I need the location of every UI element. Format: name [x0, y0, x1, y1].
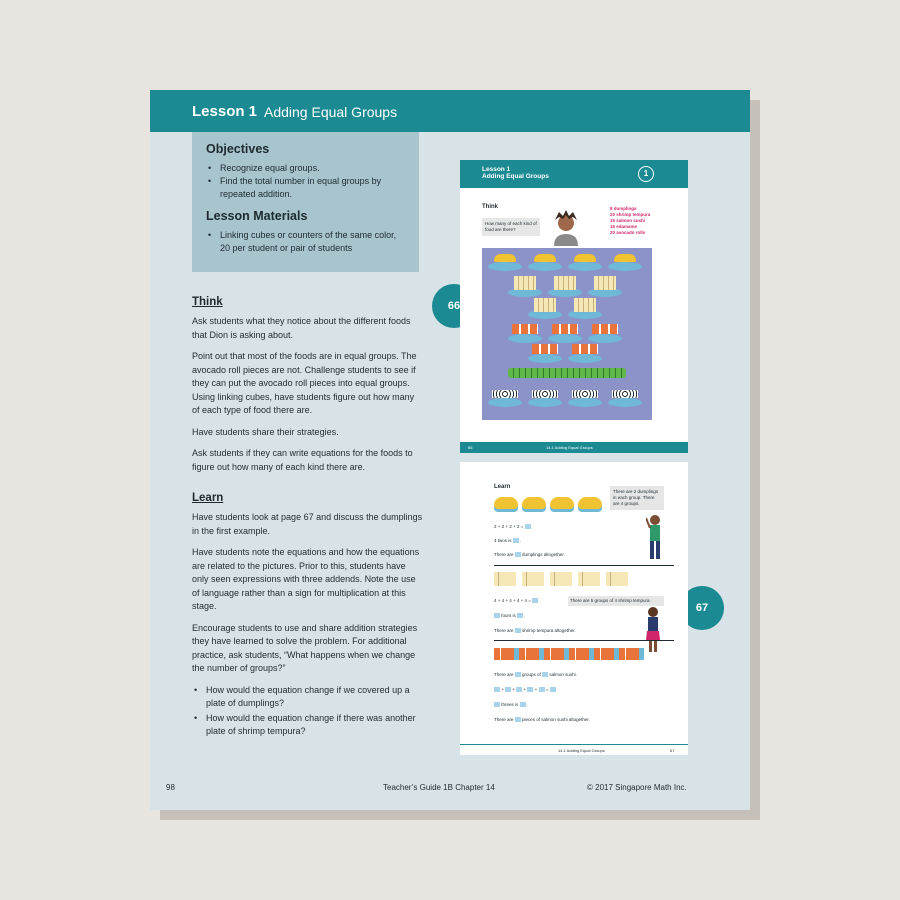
boy-figure-icon	[646, 514, 664, 562]
guide-page	[150, 90, 750, 810]
equation: threes is .	[494, 702, 528, 708]
equation	[494, 672, 577, 678]
salmon-sushi-row	[494, 648, 644, 660]
guide-title: Teacher’s Guide 1B Chapter 14	[383, 783, 495, 792]
equation	[494, 598, 538, 604]
student-page-footer	[460, 744, 688, 755]
dumplings-row	[494, 497, 602, 509]
learn-bullet: • How would the equation change if we covered up a plate of dumplings?	[192, 684, 424, 711]
objective-item: • Recognize equal groups.	[206, 162, 405, 175]
materials-list	[206, 229, 405, 255]
girl-figure-icon	[644, 606, 662, 654]
student-page-67	[460, 462, 688, 755]
equation-text: There are	[494, 628, 514, 633]
copyright: © 2017 Singapore Math Inc.	[587, 783, 687, 792]
student-footer-title: 14.1 Adding Equal Groups	[546, 445, 593, 450]
learn-paragraph: Have students look at page 67 and discuss the dumplings in the first example.	[192, 512, 423, 536]
equation-text: There are	[494, 672, 514, 677]
page-tab-66[interactable]: 66	[432, 284, 476, 328]
food-item: 15 edamame	[610, 224, 638, 229]
student-lesson-number: Lesson 1	[482, 166, 511, 173]
objectives-box	[192, 132, 419, 272]
think-label: Think	[482, 204, 498, 210]
student-page-number: 67	[670, 748, 675, 753]
learn-paragraph: Have students note the equations and how the equations are related to the pictures. Prior to this, students have only seen expressions with three addends. Note the use of language rather than a sign for multiplication at this stage.	[192, 547, 420, 611]
equation-text: dumplings altogether.	[522, 552, 565, 557]
equation-text: salmon sushi.	[549, 672, 577, 677]
equation: 4 twos is .	[494, 538, 522, 543]
equation-text: fours is	[501, 613, 516, 618]
think-paragraph: Ask students what they notice about the different foods that Dion is asking about.	[192, 316, 411, 340]
learn-bullet: • How would the equation change if there was another plate of shrimp tempura?	[192, 712, 424, 739]
teacher-notes	[192, 296, 424, 740]
equation-text: There are	[494, 717, 514, 722]
objectives-heading: Objectives	[206, 142, 270, 156]
equation-text: pieces of salmon sushi altogether.	[522, 717, 590, 722]
learn-label: Learn	[494, 484, 511, 490]
equation-text: threes is	[501, 702, 519, 707]
food-item: 8 dumplings	[610, 206, 637, 211]
lesson-header	[150, 90, 750, 132]
section-divider	[494, 565, 674, 566]
think-paragraph: Have students share their strategies.	[192, 426, 339, 437]
equation	[494, 717, 590, 723]
page-tab-67[interactable]: 67	[680, 586, 724, 630]
objectives-list	[206, 162, 405, 201]
speech-bubble: There are 5 groups of 4 shrimp tempura.	[568, 596, 664, 606]
equation-text: 2 + 2 + 2 + 2 =	[494, 524, 524, 529]
food-item: 20 shrimp tempura	[610, 212, 651, 217]
equation-text: 4 twos is	[494, 538, 512, 543]
section-divider	[494, 640, 674, 641]
food-list	[610, 206, 650, 236]
learn-paragraph: Encourage students to use and share addition strategies they have learned to solve the problem. For additional practice, ask students, “What happens when we change the number of groups?”	[192, 622, 418, 673]
equation-text: There are	[494, 552, 514, 557]
equation	[494, 552, 565, 558]
think-heading: Think	[192, 296, 223, 308]
equation	[494, 628, 576, 634]
material-item: • Linking cubes or counters of the same color, 20 per student or pair of students	[206, 229, 405, 255]
student-footer-title: 14.1 Adding Equal Groups	[558, 748, 605, 753]
tempura-row	[494, 572, 634, 586]
lesson-title: Adding Equal Groups	[264, 104, 398, 120]
page-number: 98	[166, 783, 175, 792]
food-illustration	[482, 248, 652, 420]
learn-bullets	[192, 684, 424, 739]
equation: + + + + =	[494, 687, 556, 693]
speech-bubble: How many of each kind of food are there?	[482, 218, 540, 236]
equation-text: shrimp tempura altogether.	[522, 628, 576, 633]
learn-heading: Learn	[192, 492, 224, 504]
objective-item: • Find the total number in equal groups by repeated addition.	[206, 175, 405, 201]
equation: fours is .	[494, 613, 526, 619]
student-page-header	[460, 160, 688, 188]
materials-heading: Lesson Materials	[206, 209, 308, 223]
think-paragraph: Ask students if they can write equations for the foods to figure out how many of each kind there are.	[192, 448, 413, 472]
student-page-66	[460, 160, 688, 453]
student-page-number: 66	[468, 445, 473, 450]
student-page-footer	[460, 442, 688, 453]
food-item: 15 salmon sushi	[610, 218, 646, 223]
food-item: 20 avocado rolls	[610, 230, 646, 235]
lesson-number: Lesson 1	[192, 103, 258, 120]
equation	[494, 524, 531, 530]
student-lesson-title: Adding Equal Groups	[482, 173, 549, 180]
equation-text: 4 + 4 + 4 + 4 + 4 =	[494, 598, 531, 603]
think-paragraph: Point out that most of the foods are in equal groups. The avocado roll pieces are not. Challenge students to see if they can put the avocado roll pieces into equal groups. Using linking cubes, have students figure out how many of each type of food there are.	[192, 351, 417, 415]
speech-bubble: There are 2 dumplings in each group. There are 4 groups.	[610, 486, 664, 510]
lesson-number-circle: 1	[638, 166, 654, 182]
dion-character-icon	[552, 208, 580, 246]
equation-text: groups of	[522, 672, 541, 677]
